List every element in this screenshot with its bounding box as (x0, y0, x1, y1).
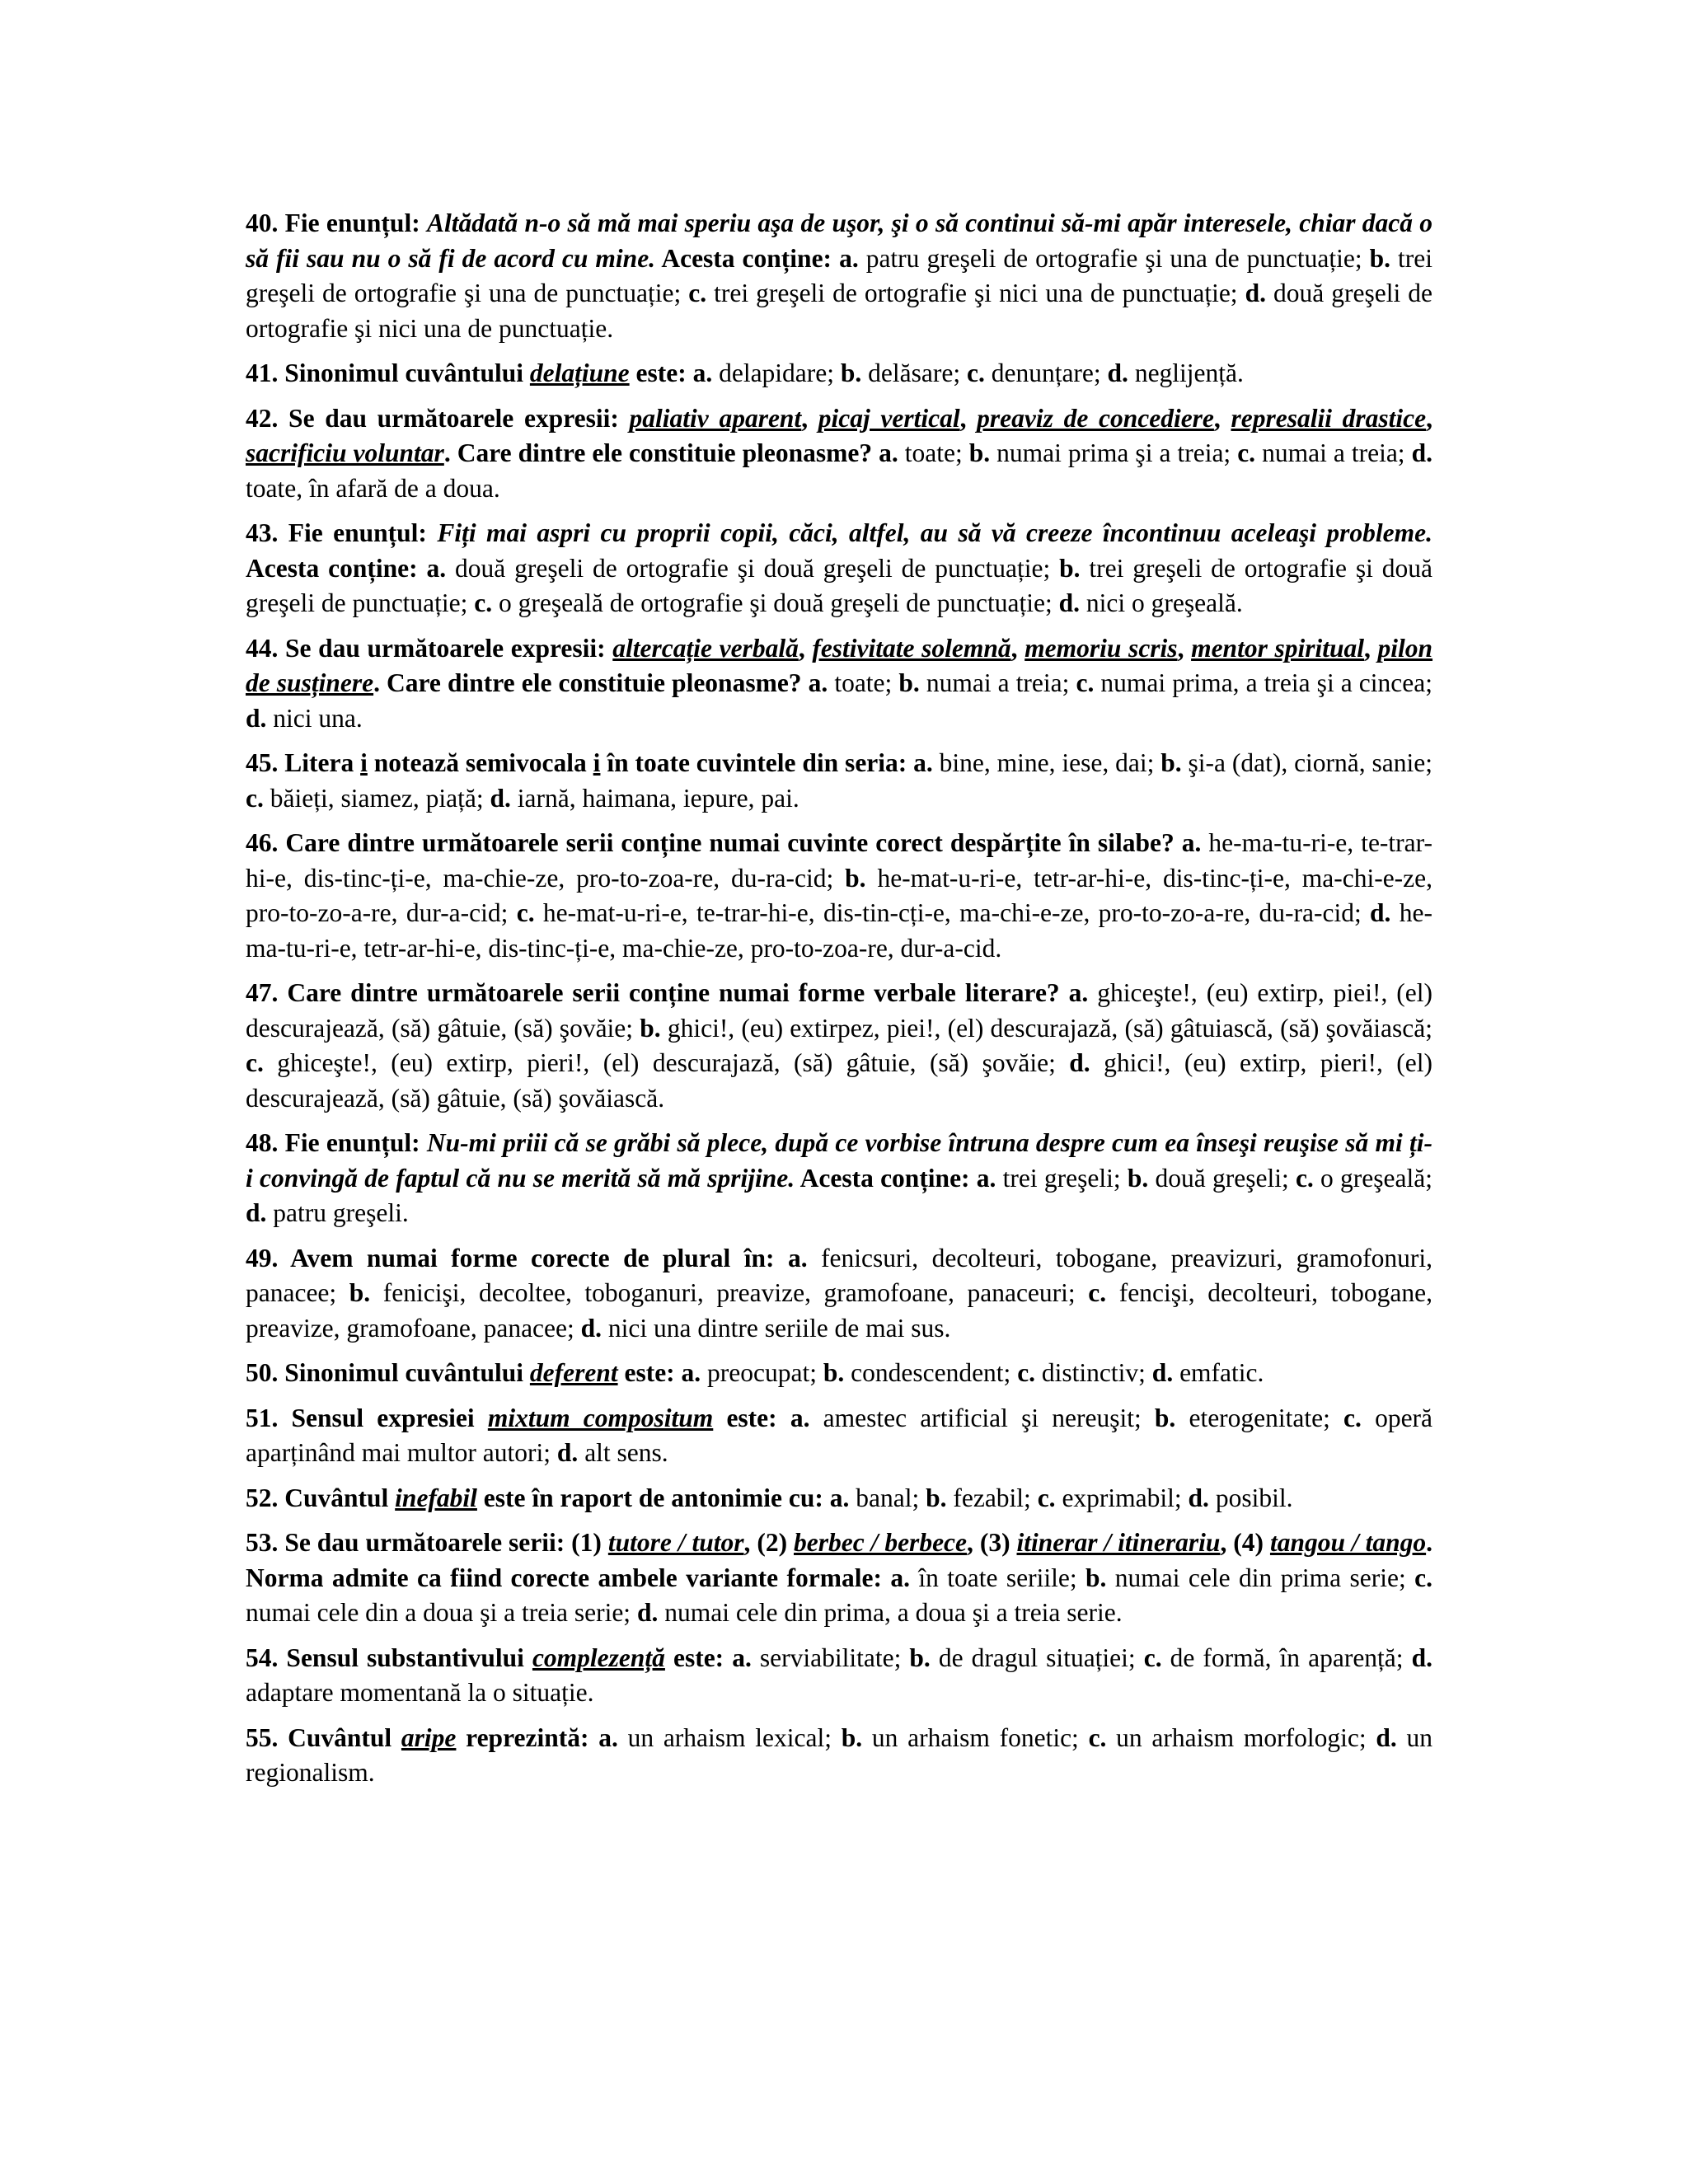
highlighted-term: complezență (532, 1643, 665, 1672)
question-stem-text: 49. Avem numai forme corecte de plural în: (246, 1243, 788, 1272)
answer-option-text: emfatic. (1173, 1358, 1264, 1387)
question-stem-text: . Norma admite ca fiind corecte ambele variante formale: (246, 1528, 1432, 1592)
option-label: b. (1059, 553, 1081, 583)
question-stem-text: , (1213, 403, 1231, 433)
option-label: b. (1127, 1163, 1149, 1193)
answer-option-text: alt sens. (578, 1438, 668, 1467)
option-label: b. (1160, 748, 1182, 777)
answer-option-text: numai cele din prima serie; (1106, 1563, 1415, 1592)
highlighted-term: tangou / tango (1269, 1528, 1427, 1557)
answer-option-text: neglijență. (1128, 359, 1244, 387)
highlighted-term: pilon de susținere (246, 633, 1433, 697)
answer-option-text: o greşeală de ortografie şi două greşeli de punctuație; (492, 588, 1059, 617)
answer-option-text: fencişi, decolteuri, tobogane, preavize, gramofoane, panacee; (246, 1278, 1432, 1343)
answer-option-text: fenicsuri, decolteuri, tobogane, preavizuri, gramofonuri, panacee; (246, 1243, 1432, 1307)
option-label: b. (640, 1013, 661, 1043)
option-label: c. (1414, 1563, 1433, 1592)
question-stem-text: este: (664, 1643, 733, 1672)
option-label: c. (1076, 668, 1095, 697)
answer-option-text: două greşeli; (1148, 1163, 1296, 1193)
answer-option-text: ghiceşte!, (eu) extirp, piei!, (el) descurajează, (să) gâtuie, (să) şovăie; (246, 978, 1432, 1043)
option-label: c. (1295, 1163, 1314, 1193)
answer-option-text: fenicişi, decoltee, toboganuri, preavize, gramofoane, panaceuri; (370, 1278, 1089, 1307)
question-q41 (246, 356, 1432, 391)
quoted-sentence: Nu-mi priii că se grăbi să plece, după ce vorbise întruna despre cum ea înseşi reuşise să mi ți-i convingă de faptul că nu se merită să mă sprijine. (246, 1128, 1432, 1193)
question-stem-text: este: (713, 1403, 790, 1432)
option-label: c. (1037, 1483, 1056, 1512)
question-stem-text: 42. Se dau următoarele expresii: (246, 403, 630, 433)
answer-option-text: denunțare; (984, 359, 1108, 387)
question-q47 (246, 976, 1432, 1116)
question-q42 (246, 401, 1432, 507)
option-label: d. (1411, 438, 1432, 467)
option-label: a. (681, 1358, 701, 1387)
question-stem-text: , (1177, 633, 1192, 663)
option-label: a. (829, 1483, 850, 1512)
answer-option-text: posibil. (1208, 1483, 1293, 1512)
question-stem-text: , (798, 633, 813, 663)
option-label: b. (845, 863, 866, 893)
answer-option-text: delapidare; (712, 359, 841, 387)
answer-option-text: trei greşeli de ortografie şi una de punctuație; (246, 243, 1432, 307)
question-stem-text: . Care dintre ele constituie pleonasme? (373, 668, 809, 697)
answer-option-text: distinctiv; (1035, 1358, 1152, 1387)
question-stem-text: 43. Fie enunțul: (246, 518, 438, 547)
option-label: a. (787, 1243, 808, 1272)
answer-option-text: o greşeală; (1313, 1163, 1432, 1193)
option-label: c. (966, 359, 985, 387)
question-q46 (246, 826, 1432, 966)
option-label: d. (636, 1598, 659, 1627)
highlighted-term: delațiune (529, 359, 630, 387)
answer-option-text: toate; (828, 668, 899, 697)
highlighted-letter: i (593, 748, 601, 777)
answer-option-text: ghiceşte!, (eu) extirp, pieri!, (el) descurajază, (să) gâtuie, (să) şovăie; (263, 1048, 1070, 1077)
question-stem-text: , (1426, 403, 1432, 433)
highlighted-term: festivitate solemnă (812, 633, 1011, 663)
option-label: c. (246, 783, 264, 813)
question-stem-text: în toate cuvintele din seria: (600, 748, 914, 777)
question-q40 (246, 206, 1432, 346)
option-label: d. (1245, 279, 1266, 307)
highlighted-term: memoriu scris (1025, 633, 1178, 663)
highlighted-term: aripe (401, 1722, 457, 1752)
highlighted-term: berbec / berbece (794, 1528, 968, 1557)
answer-option-text: un arhaism fonetic; (862, 1722, 1089, 1752)
highlighted-term: represalii drastice (1231, 403, 1427, 433)
question-q53 (246, 1526, 1432, 1631)
option-label: a. (839, 243, 859, 273)
answer-option-text: nici una dintre seriile de mai sus. (602, 1313, 951, 1343)
answer-option-text: nici o greşeală. (1080, 588, 1243, 617)
highlighted-term: inefabil (395, 1483, 477, 1512)
question-stem-text: este: (617, 1358, 682, 1387)
answer-option-text: he-ma-tu-ri-e, tetr-ar-hi-e, dis-tinc-ți-e, ma-chie-ze, pro-to-zoa-re, dur-a-cid. (246, 898, 1432, 963)
option-label: c. (1088, 1722, 1107, 1752)
answer-option-text: toate; (898, 438, 969, 467)
answer-option-text: două greşeli de ortografie şi nici una de punctuație. (246, 279, 1432, 343)
question-q50 (246, 1356, 1432, 1391)
option-label: a. (1181, 828, 1202, 857)
question-stem-text: 55. Cuvântul (246, 1722, 401, 1752)
question-stem-text: 46. Care dintre următoarele serii conține numai cuvinte corect despărțite în silabe? (246, 828, 1182, 857)
answer-option-text: patru greşeli. (266, 1198, 409, 1227)
answer-option-text: numai prima, a treia şi a cincea; (1094, 668, 1432, 697)
option-label: c. (1237, 438, 1256, 467)
question-stem-text: , (1364, 633, 1378, 663)
option-label: b. (823, 1358, 845, 1387)
answer-option-text: he-mat-u-ri-e, tetr-ar-hi-e, dis-tinc-ți-e, ma-chi-e-ze, pro-to-zo-a-re, dur-a-cid; (246, 863, 1432, 927)
question-q44 (246, 631, 1432, 737)
option-label: c. (1088, 1278, 1107, 1307)
option-label: d. (1058, 588, 1081, 617)
option-label: a. (426, 553, 447, 583)
option-label: c. (516, 898, 535, 927)
option-label: c. (688, 279, 707, 307)
highlighted-term: itinerar / itinerariu (1016, 1528, 1221, 1557)
option-label: a. (732, 1643, 752, 1672)
question-q43 (246, 516, 1432, 621)
question-stem-text: 50. Sinonimul cuvântului (246, 1358, 530, 1387)
question-stem-text: , (3) (967, 1528, 1017, 1557)
question-stem-text: 41. Sinonimul cuvântului (246, 359, 530, 387)
option-label: c. (1143, 1643, 1162, 1672)
document-page (246, 206, 1432, 1801)
answer-option-text: he-ma-tu-ri-e, te-trar-hi-e, dis-tinc-ți-e, ma-chie-ze, pro-to-zoa-re, du-ra-cid; (246, 828, 1432, 893)
question-stem-text: reprezintă: (456, 1722, 599, 1752)
answer-option-text: he-mat-u-ri-e, te-trar-hi-e, dis-tin-cți-e, ma-chi-e-ze, pro-to-zo-a-re, du-ra-cid; (534, 898, 1371, 927)
answer-option-text: exprimabil; (1055, 1483, 1189, 1512)
answer-option-text: eterogenitate; (1175, 1403, 1344, 1432)
option-label: b. (841, 1722, 863, 1752)
question-stem-text: 54. Sensul substantivului (246, 1643, 532, 1672)
option-label: b. (909, 1643, 931, 1672)
answer-option-text: numai a treia; (919, 668, 1076, 697)
option-label: d. (580, 1313, 603, 1343)
highlighted-term: preaviz de concediere (977, 403, 1214, 433)
question-stem-text: . Care dintre ele constituie pleonasme? (443, 438, 879, 467)
option-label: b. (1369, 243, 1390, 273)
answer-option-text: patru greşeli de ortografie şi una de punctuație; (858, 243, 1370, 273)
question-q48 (246, 1126, 1432, 1231)
question-stem-text: Acesta conține: (246, 553, 427, 583)
option-label: b. (840, 359, 862, 387)
option-label: d. (1151, 1358, 1174, 1387)
answer-option-text: adaptare momentană la o situație. (246, 1678, 594, 1707)
question-stem-text: 44. Se dau următoarele expresii: (246, 633, 613, 663)
option-label: d. (1376, 1722, 1397, 1752)
question-q45 (246, 746, 1432, 816)
answer-option-text: un arhaism lexical; (617, 1722, 842, 1752)
question-stem-text: 47. Care dintre următoarele serii conține numai forme verbale literare? (246, 978, 1069, 1007)
question-stem-text: , (4) (1220, 1528, 1270, 1557)
question-stem-text: Acesta conține: (655, 243, 840, 273)
quoted-sentence: Altădată n-o să mă mai speriu aşa de uşor, şi o să continui să-mi apăr interesele, chiar dacă o să fii sau nu o să fi de acord cu mine. (246, 209, 1433, 273)
question-q55 (246, 1721, 1432, 1791)
answer-option-text: ghici!, (eu) extirp, pieri!, (el) descurajează, (să) gâtuie, (să) şovăiască. (246, 1048, 1432, 1113)
question-stem-text: este în raport de antonimie cu: (476, 1483, 830, 1512)
question-stem-text: 48. Fie enunțul: (246, 1128, 427, 1157)
question-stem-text: este: (629, 359, 693, 387)
answer-option-text: bine, mine, iese, dai; (932, 748, 1161, 777)
answer-option-text: şi-a (dat), ciornă, sanie; (1181, 748, 1432, 777)
answer-option-text: nici una. (266, 703, 363, 733)
option-label: a. (890, 1563, 910, 1592)
question-q49 (246, 1241, 1432, 1347)
answer-option-text: numai cele din a doua şi a treia serie; (246, 1598, 637, 1627)
question-stem-text: 40. Fie enunțul: (246, 209, 427, 237)
highlighted-term: altercație verbală (612, 633, 799, 663)
option-label: c. (246, 1048, 264, 1077)
highlighted-term: tutore / tutor (607, 1528, 744, 1557)
question-q51 (246, 1401, 1432, 1471)
answer-option-text: delăsare; (861, 359, 967, 387)
question-stem-text: 52. Cuvântul (246, 1483, 396, 1512)
option-label: d. (1069, 1048, 1090, 1077)
option-label: a. (808, 668, 828, 697)
answer-option-text: ghici!, (eu) extirpez, piei!, (el) descurajază, (să) gâtuiască, (să) şovăiască; (660, 1013, 1432, 1043)
answer-option-text: un arhaism morfologic; (1106, 1722, 1376, 1752)
option-label: d. (1411, 1643, 1432, 1672)
answer-option-text: amestec artificial şi nereuşit; (809, 1403, 1155, 1432)
option-label: d. (246, 1198, 267, 1227)
option-label: b. (1085, 1563, 1107, 1592)
option-label: b. (1154, 1403, 1176, 1432)
option-label: d. (1188, 1483, 1209, 1512)
option-label: d. (1370, 898, 1391, 927)
option-label: b. (968, 438, 991, 467)
answer-option-text: de dragul situației; (930, 1643, 1144, 1672)
question-stem-text: , (1010, 633, 1025, 663)
question-stem-text: notează semivocala (367, 748, 593, 777)
option-label: d. (246, 703, 267, 733)
highlighted-term: paliativ aparent (629, 403, 802, 433)
answer-option-text: două greşeli de ortografie şi două greşeli de punctuație; (446, 553, 1060, 583)
question-stem-text: , (2) (743, 1528, 794, 1557)
answer-option-text: numai prima şi a treia; (990, 438, 1238, 467)
option-label: a. (1068, 978, 1089, 1007)
answer-option-text: banal; (849, 1483, 926, 1512)
question-stem-text: , (801, 403, 818, 433)
answer-option-text: băieți, siamez, piață; (263, 783, 490, 813)
option-label: a. (598, 1722, 618, 1752)
answer-option-text: trei greşeli de ortografie şi nici una de punctuație; (706, 279, 1245, 307)
option-label: a. (976, 1163, 996, 1193)
quoted-sentence: Fiți mai aspri cu proprii copii, căci, altfel, au să vă creeze încontinuu aceleaşi probleme. (437, 518, 1432, 547)
option-label: b. (926, 1483, 947, 1512)
answer-option-text: operă aparținând mai multor autori; (246, 1403, 1433, 1467)
answer-option-text: fezabil; (946, 1483, 1038, 1512)
option-label: c. (474, 588, 493, 617)
option-label: b. (898, 668, 920, 697)
highlighted-term: deferent (529, 1358, 618, 1387)
option-label: d. (556, 1438, 579, 1467)
question-q52 (246, 1481, 1432, 1516)
answer-option-text: preocupat; (701, 1358, 823, 1387)
option-label: b. (349, 1278, 371, 1307)
option-label: a. (913, 748, 933, 777)
option-label: d. (1107, 359, 1128, 387)
highlighted-term: sacrificiu voluntar (246, 438, 444, 467)
answer-option-text: iarnă, haimana, iepure, pai. (510, 783, 799, 813)
question-stem-text: 51. Sensul expresiei (246, 1403, 488, 1432)
answer-option-text: numai a treia; (1255, 438, 1412, 467)
option-label: d. (490, 783, 511, 813)
answer-option-text: serviabilitate; (751, 1643, 910, 1672)
option-label: c. (1343, 1403, 1362, 1432)
question-stem-text: 45. Litera (246, 748, 361, 777)
answer-option-text: de formă, în aparență; (1161, 1643, 1412, 1672)
question-stem-text: Acesta conține: (795, 1163, 977, 1193)
option-label: a. (879, 438, 898, 467)
answer-option-text: toate, în afară de a doua. (246, 473, 500, 503)
option-label: a. (692, 359, 713, 387)
highlighted-term: picaj vertical (818, 403, 960, 433)
question-stem-text: , (959, 403, 978, 433)
option-label: a. (790, 1403, 810, 1432)
answer-option-text: în toate seriile; (909, 1563, 1085, 1592)
highlighted-term: mentor spiritual (1191, 633, 1365, 663)
answer-option-text: numai cele din prima, a doua şi a treia serie. (658, 1598, 1123, 1627)
answer-option-text: trei greşeli; (996, 1163, 1128, 1193)
answer-option-text: condescendent; (844, 1358, 1018, 1387)
highlighted-letter: i (360, 748, 368, 777)
question-stem-text: 53. Se dau următoarele serii: (1) (246, 1528, 608, 1557)
answer-option-text: un regionalism. (246, 1722, 1432, 1787)
option-label: c. (1017, 1358, 1036, 1387)
question-q54 (246, 1641, 1432, 1711)
highlighted-term: mixtum compositum (487, 1403, 714, 1432)
answer-option-text: trei greşeli de ortografie şi două greşeli de punctuație; (246, 553, 1432, 617)
